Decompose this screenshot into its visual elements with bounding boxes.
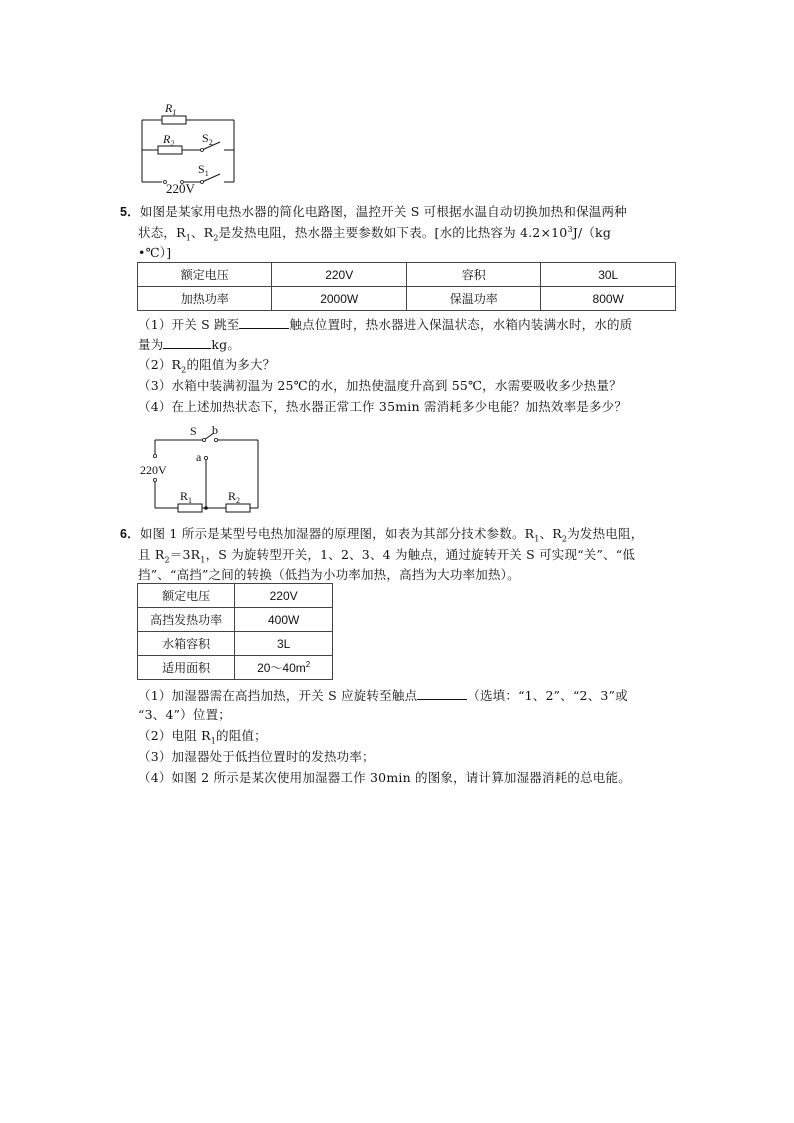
- q5-parameter-table: [137, 262, 676, 311]
- label-s1: $S_1$: [198, 162, 209, 178]
- table-cell: 220V: [235, 584, 333, 608]
- answer-blank[interactable]: [239, 316, 289, 329]
- q6-parameter-table: [137, 583, 333, 680]
- label-s2: $S_2$: [202, 131, 213, 147]
- label-r2: $R_2$: [228, 489, 241, 505]
- q6-sub-2: （2）电阻 $R_1$的阻值；: [138, 728, 267, 746]
- answer-blank[interactable]: [163, 336, 211, 349]
- q5-sub-1-cont: 量为 kg。: [138, 337, 241, 352]
- table-cell: 220V: [272, 263, 407, 287]
- q5-line-1: 5．如图是某家用电热水器的简化电路图，温控开关 S 可根据水温自动切换加热和保温两种: [120, 204, 627, 219]
- table-cell: 适用面积: [138, 656, 235, 680]
- label-r1: $R_1$: [165, 101, 177, 117]
- table-cell: 高挡发热功率: [138, 608, 235, 632]
- table-cell: 保温功率: [407, 287, 541, 311]
- table-cell: 加热功率: [138, 287, 272, 311]
- table-cell: 容积: [407, 263, 541, 287]
- table-cell: 800W: [541, 287, 676, 311]
- label-switch-s: S: [190, 424, 197, 438]
- label-r2: $R_2$: [163, 132, 175, 148]
- q6-sub-4: （4）如图 2 所示是某次使用加湿器工作 30min 的图象，请计算加湿器消耗的总电能。: [138, 770, 631, 785]
- table-row: [138, 656, 333, 680]
- table-cell: 400W: [235, 608, 333, 632]
- q5-sub-2: $(2)R_2$的阻值为多大？: [138, 357, 276, 375]
- table-row: [138, 584, 333, 608]
- table-cell: 2000W: [272, 287, 407, 311]
- table-row: [138, 287, 676, 311]
- label-220v: 220V: [140, 463, 167, 477]
- q5-circuit-diagram: [138, 418, 264, 516]
- table-cell: 额定电压: [138, 263, 272, 287]
- label-contact-a: a: [196, 450, 202, 464]
- q5-number: 5．: [120, 205, 140, 219]
- circuit-diagram-top: [132, 98, 244, 194]
- table-row: [138, 608, 333, 632]
- q5-sub-4: （4）在上述加热状态下，热水器正常工作 35min 需消耗多少电能？加热效率是多少？: [138, 399, 628, 414]
- label-contact-b: b: [212, 423, 218, 437]
- table-cell: 水箱容积: [138, 632, 235, 656]
- label-220v: 220V: [166, 181, 195, 194]
- table-row: [138, 263, 676, 287]
- table-cell: 额定电压: [138, 584, 235, 608]
- q6-sub-1-cont: “3、4”）位置；: [138, 707, 231, 722]
- answer-blank[interactable]: [417, 687, 467, 700]
- q6-line-2: 且 $R_2=3R_1$，S 为旋转型开关，1、2、3、4 为触点，通过旋转开关 S 可实现“关”、“低: [138, 547, 636, 565]
- q5-sub-3: （3）水箱中装满初温为 25℃的水，加热使温度升高到 55℃，水需要吸收多少热量？: [138, 378, 622, 393]
- table-cell: 3L: [235, 632, 333, 656]
- label-r1: $R_1$: [180, 489, 193, 505]
- q6-sub-1: （1）加湿器需在高挡加热，开关 S 应旋转至触点 （选填：“1、2”、“2、3”或: [138, 688, 628, 703]
- table-cell: 30L: [541, 263, 676, 287]
- q6-number: 6．: [120, 527, 140, 541]
- q6-sub-3: （3）加湿器处于低挡位置时的发热功率；: [138, 749, 375, 764]
- q5-line-2: 状态，$R_1$、$R_2$是发热电阻，热水器主要参数如下表。[水的比热容为 $4.2\times 10^3J/(kg$: [138, 224, 612, 243]
- table-cell: $20\sim 40m^2$: [235, 656, 333, 680]
- q5-sub-1: （1）开关 S 跳至 触点位置时，热水器进入保温状态，水箱内装满水时，水的质: [138, 317, 633, 332]
- q6-line-3: 挡”、“高挡”之间的转换（低挡为小功率加热，高挡为大功率加热）。: [138, 567, 520, 582]
- q5-line-3: •℃）]: [138, 245, 172, 260]
- table-row: [138, 632, 333, 656]
- q6-line-1: 6．如图 1 所示是某型号电热加湿器的原理图，如表为其部分技术参数。$R_1$、$R_2$为发热电阻，: [120, 526, 644, 544]
